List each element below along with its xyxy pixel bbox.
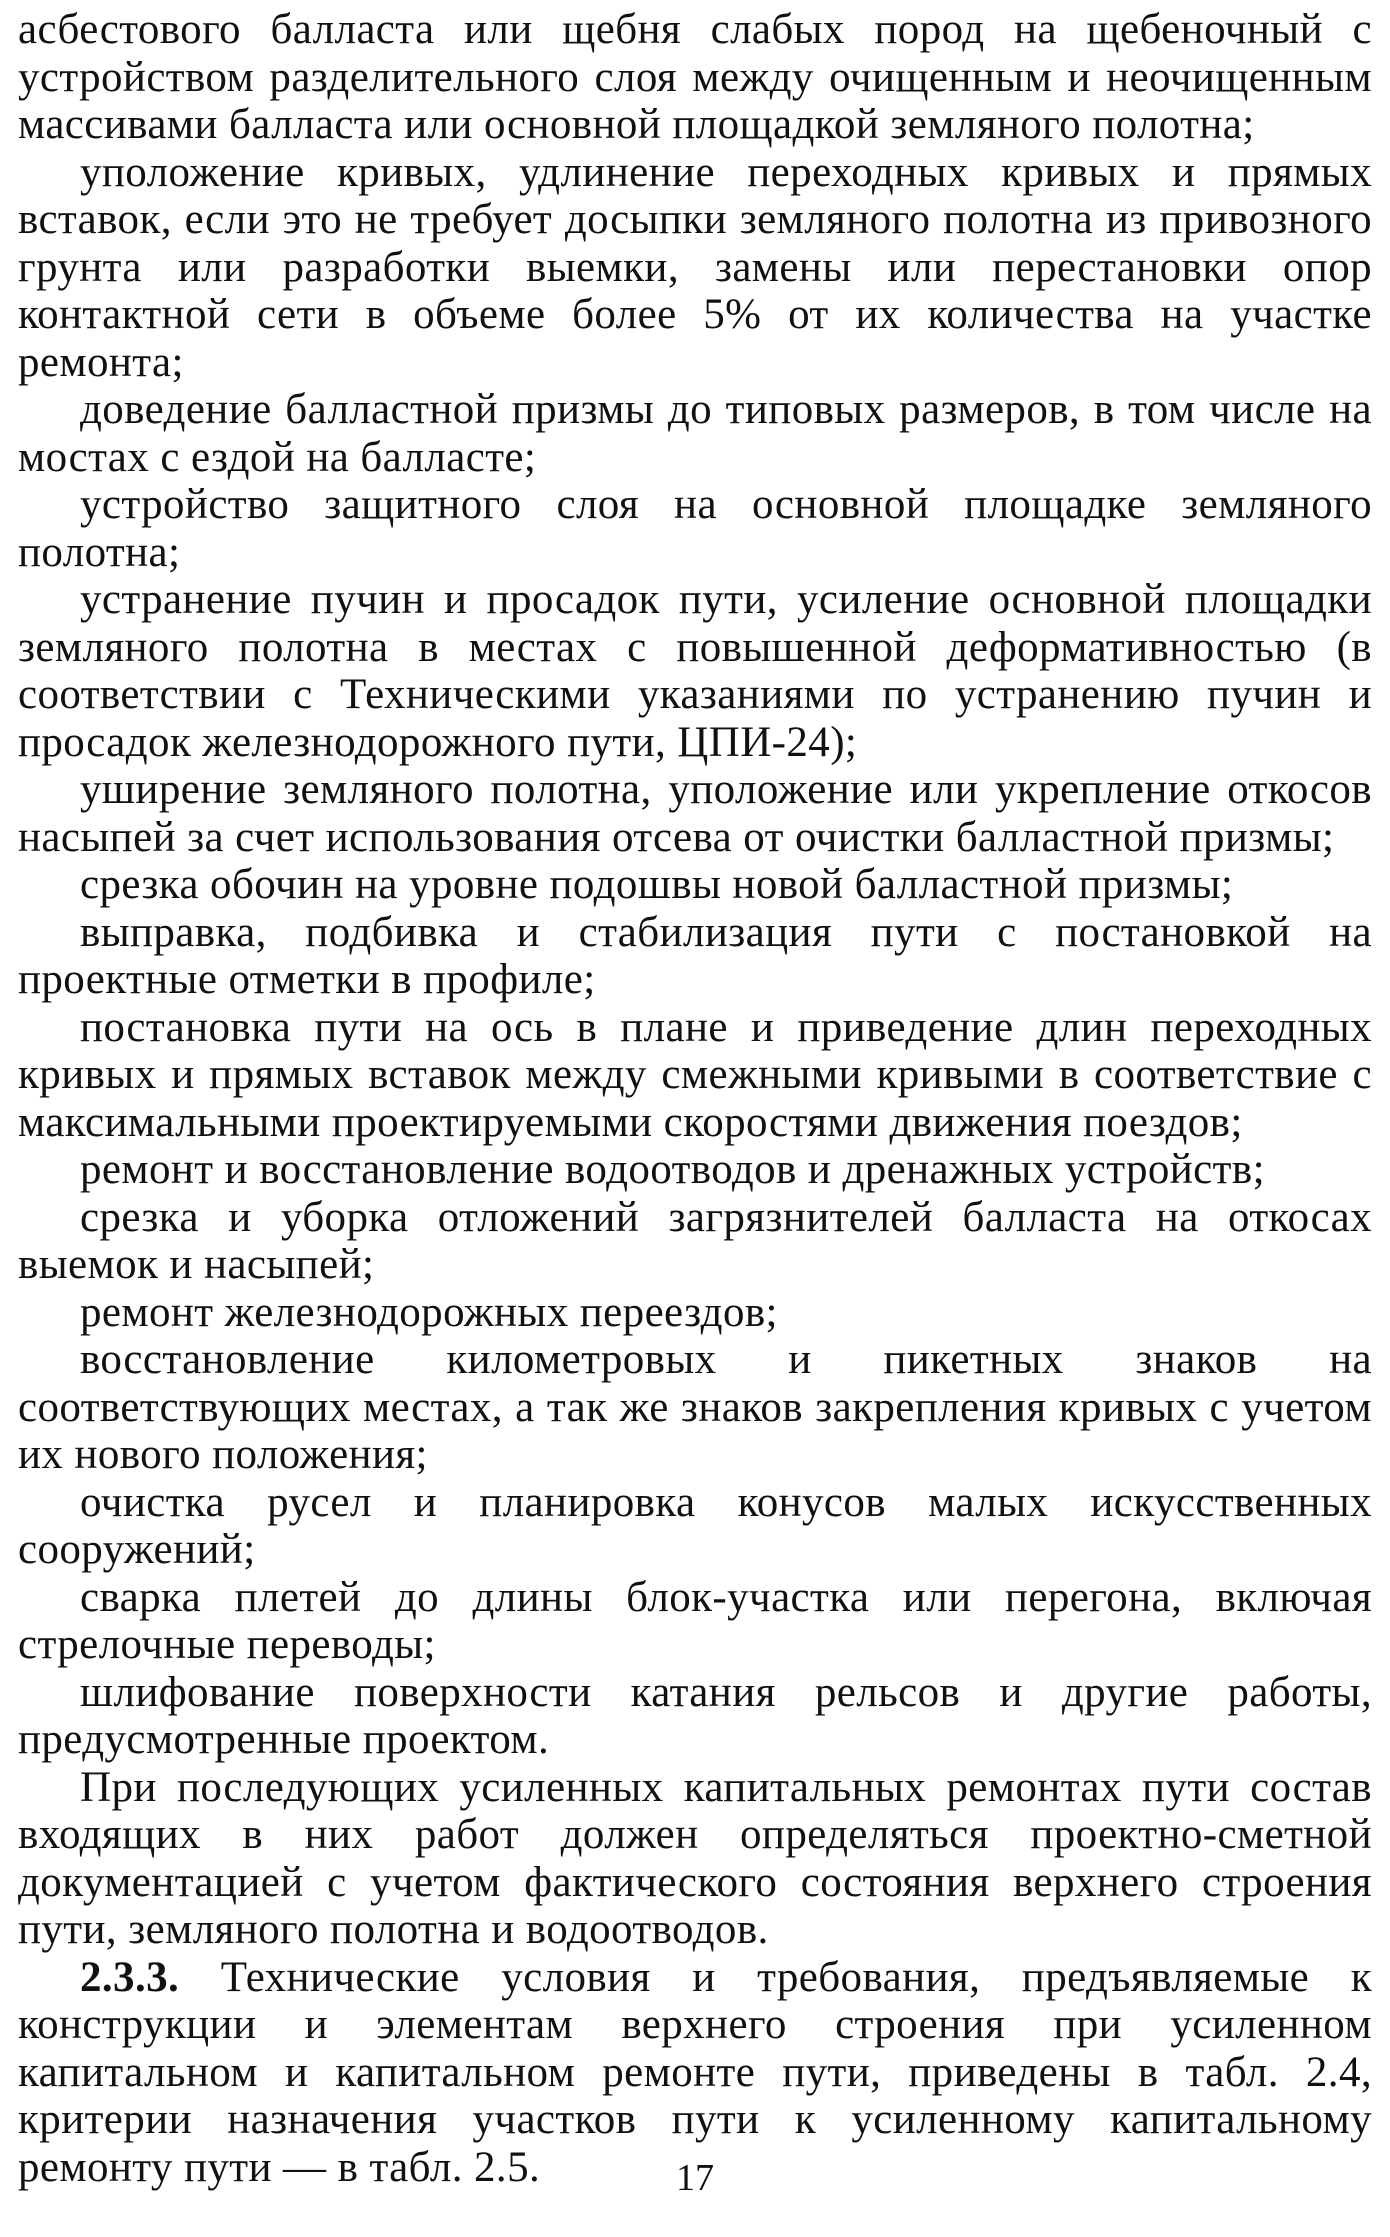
page-number: 17 <box>676 2157 714 2199</box>
paragraph-deposit-removal: срезка и уборка отложений загрязнителей балласта на откосах выемок и насыпей; <box>18 1193 1372 1288</box>
paragraph-heave-elimination: устранение пучин и просадок пути, усиление основной площадки земляного полотна в местах с повышенной деформативностью (в соответствии с Техническими указаниями по устранению пучин и просадок железнодорожного пути, ЦПИ-24); <box>18 576 1372 766</box>
paragraph-channel-cleaning: очистка русел и планировка конусов малых искусственных сооружений; <box>18 1478 1372 1573</box>
paragraph-markers-restoration: восстановление километровых и пикетных знаков на соответствующих местах, а так же знаков закрепления кривых с учетом их нового положения; <box>18 1336 1372 1478</box>
paragraph-ballast-replacement: асбестового балласта или щебня слабых пород на щебеночный с устройством разделительного слоя между очищенным и неочищенным массивами балласта или основной площадкой земляного полотна; <box>18 6 1372 148</box>
paragraph-rail-grinding: шлифование поверхности катания рельсов и другие работы, предусмотренные проектом. <box>18 1668 1372 1763</box>
paragraph-curve-flattening: уположение кривых, удлинение переходных кривых и прямых вставок, если это не требует досыпки земляного полотна из привозного грунта или разработки выемки, замены или перестановки опор контактной сети в объеме более 5% от их количества на участке ремонта; <box>18 148 1372 386</box>
paragraph-subgrade-widening: уширение земляного полотна, уположение или укрепление откосов насыпей за счет использования отсева от очистки балластной призмы; <box>18 766 1372 861</box>
paragraph-protective-layer: устройство защитного слоя на основной площадке земляного полотна; <box>18 481 1372 576</box>
paragraph-track-axis: постановка пути на ось в плане и приведение длин переходных кривых и прямых вставок между смежными кривыми в соответствие с максимальными проектируемыми скоростями движения поездов; <box>18 1003 1372 1146</box>
paragraph-ballast-prism: доведение балластной призмы до типовых размеров, в том числе на мостах с ездой на балласте; <box>18 386 1372 481</box>
paragraph-shoulder-cutting: срезка обочин на уровне подошвы новой балластной призмы; <box>80 861 1234 908</box>
paragraph-track-alignment: выправка, подбивка и стабилизация пути с постановкой на проектные отметки в профиле; <box>18 908 1372 1003</box>
paragraph-rail-welding: сварка плетей до длины блок-участка или перегона, включая стрелочные переводы; <box>18 1573 1372 1668</box>
section-text: Технические условия и требования, предъявляемые к конструкции и элементам верхнего строения при усиленном капитальном и капитальном ремонте пути, приведены в табл. 2.4, критерии назначения участков пути к усиленному капитальному ремонту пути — в табл. 2.5. <box>18 1953 1372 2191</box>
paragraph-drainage-repair: ремонт и восстановление водоотводов и дренажных устройств; <box>80 1146 1265 1193</box>
paragraph-subsequent-repairs: При последующих усиленных капитальных ремонтах пути состав входящих в них работ должен определяться проектно-сметной документацией с учетом фактического состояния верхнего строения пути, земляного полотна и водоотводов. <box>18 1763 1372 1953</box>
paragraph-crossing-repair: ремонт железнодорожных переездов; <box>80 1288 778 1336</box>
section-number: 2.3.3. <box>80 1953 180 2001</box>
